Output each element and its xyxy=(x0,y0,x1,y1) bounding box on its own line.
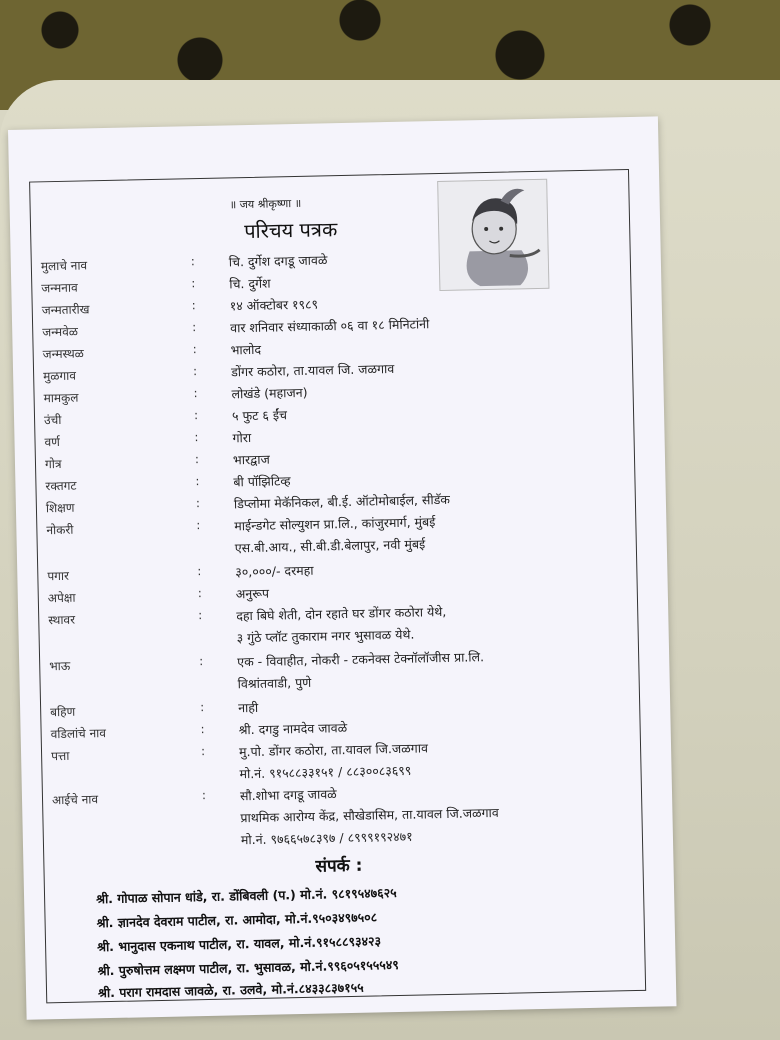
field-value: मो.नं. ९१५८८३३१५१ / ८८३००८३६९९ xyxy=(239,762,412,782)
field-label: वडिलांचे नाव xyxy=(50,726,107,742)
field-value: लोखंडे (महाजन) xyxy=(231,384,308,402)
field-value: ३ गुंठे प्लॉट तुकाराम नगर भुसावळ येथे. xyxy=(236,626,415,646)
field-colon: : xyxy=(191,276,196,291)
field-colon: : xyxy=(198,608,203,623)
field-value: अनुरूप xyxy=(235,585,270,602)
field-colon: : xyxy=(192,342,197,357)
field-colon: : xyxy=(192,320,197,335)
field-value: भालोद xyxy=(230,341,262,358)
field-label: आईचे नाव xyxy=(51,792,99,808)
field-colon: : xyxy=(191,298,196,313)
field-value: मु.पो. डोंगर कठोरा, ता.यावल जि.जळगाव xyxy=(238,740,429,760)
field-colon: : xyxy=(194,430,199,445)
field-value: मो.नं. ९७६६५७८३९७ / ८९९९१९२४७१ xyxy=(240,828,413,848)
field-value: ३०,०००/- दरमहा xyxy=(235,562,314,580)
field-label: जन्मवेळ xyxy=(42,324,79,340)
field-colon: : xyxy=(197,586,202,601)
field-label: भाऊ xyxy=(49,658,71,674)
field-value: १४ ऑक्टोबर १९८९ xyxy=(229,296,319,314)
contact-item: श्री. पराग रामदास जावळे, रा. उलवे, मो.नं.८४३३८३७१५५ xyxy=(97,979,364,1001)
field-colon: : xyxy=(196,518,201,533)
field-colon: : xyxy=(193,408,199,423)
krishna-portrait-icon xyxy=(437,179,549,291)
field-label: जन्मतारीख xyxy=(41,302,90,318)
field-colon: : xyxy=(200,722,205,737)
field-label: गोत्र xyxy=(44,456,62,472)
field-value: चि. दुर्गेश xyxy=(229,275,271,292)
contact-item: श्री. ज्ञानदेव देवराम पाटील, रा. आमोदा, मो.नं.९५०३४९७५०८ xyxy=(96,909,378,931)
field-label: उंची xyxy=(43,412,62,428)
field-value: माईन्डगेट सोल्युशन प्रा.लि., कांजुरमार्ग, मुंबई xyxy=(234,514,436,534)
contact-item: श्री. भानुदास एकनाथ पाटील, रा. यावल, मो.नं.९१५८८९३४२३ xyxy=(96,933,382,955)
field-label: वर्ण xyxy=(44,434,61,450)
page-title: परिचय पत्रक xyxy=(243,217,338,244)
field-label: बहिण xyxy=(50,704,76,720)
field-colon: : xyxy=(200,744,206,759)
field-value: गोरा xyxy=(232,429,252,446)
field-value: चि. दुर्गेश दगडू जावळे xyxy=(228,252,328,270)
invocation-text: ॥ जय श्रीकृष्णा ॥ xyxy=(229,196,302,212)
field-value: डोंगर कठोरा, ता.यावल जि. जळगाव xyxy=(230,360,395,380)
field-label: पगार xyxy=(47,568,70,584)
field-label: मुळगाव xyxy=(43,368,77,384)
field-label: पत्ता xyxy=(50,748,70,764)
field-label: मुलाचे नाव xyxy=(40,258,88,274)
biodata-sheet xyxy=(8,116,676,1019)
field-colon: : xyxy=(201,788,207,803)
field-label: रक्तगट xyxy=(45,478,77,494)
field-label: जन्मनाव xyxy=(41,280,78,296)
field-value: बी पॉझिटिव्ह xyxy=(233,473,291,490)
contacts-heading: संपर्क : xyxy=(315,855,363,877)
contact-item: श्री. पुरुषोत्तम लक्ष्मण पाटील, रा. भुसावळ, मो.नं.९९६०५१५५५४९ xyxy=(97,957,399,979)
field-colon: : xyxy=(192,364,198,379)
field-value: श्री. दगडु नामदेव जावळे xyxy=(238,720,348,738)
field-value: एक - विवाहीत, नोकरी - टकनेक्स टेक्नॉलॉजीस प्रा.लि. xyxy=(237,649,485,670)
contact-item: श्री. गोपाळ सोपान धांडे, रा. डोंबिवली (प.) मो.नं. ९८१९५४७६२५ xyxy=(95,885,397,907)
field-label: नोकरी xyxy=(46,522,74,538)
field-label: स्थावर xyxy=(48,612,76,628)
field-colon: : xyxy=(193,386,198,401)
field-label: शिक्षण xyxy=(45,500,75,516)
field-label: अपेक्षा xyxy=(47,590,76,606)
field-label: मामकुल xyxy=(43,390,79,406)
field-colon: : xyxy=(199,654,204,669)
field-label: जन्मस्थळ xyxy=(42,346,84,362)
field-value: एस.बी.आय., सी.बी.डी.बेलापुर, नवी मुंबई xyxy=(234,536,426,556)
field-value: ५ फुट ६ ईंच xyxy=(231,407,288,424)
field-colon: : xyxy=(197,564,202,579)
field-colon: : xyxy=(195,496,201,511)
field-value: भारद्वाज xyxy=(232,451,270,468)
field-value: विश्रांतवाडी, पुणे xyxy=(237,674,312,692)
field-colon: : xyxy=(194,452,200,467)
field-value: प्राथमिक आरोग्य केंद्र, सौखेडासिम, ता.यावल जि.जळगाव xyxy=(240,804,499,826)
field-colon: : xyxy=(199,700,205,715)
field-value: दहा बिघे शेती, दोन रहाते घर डोंगर कठोरा येथे, xyxy=(236,603,447,624)
field-value: सौ.शोभा दगडू जावळे xyxy=(239,786,337,804)
field-value: डिप्लोमा मेकॅनिकल, बी.ई. ऑटोमोबाईल, सीडॅक xyxy=(233,491,451,512)
field-colon: : xyxy=(195,474,200,489)
field-colon: : xyxy=(190,254,195,269)
field-value: नाही xyxy=(237,699,259,716)
field-value: वार शनिवार संध्याकाळी ०६ वा १८ मिनिटांनी xyxy=(230,316,430,336)
